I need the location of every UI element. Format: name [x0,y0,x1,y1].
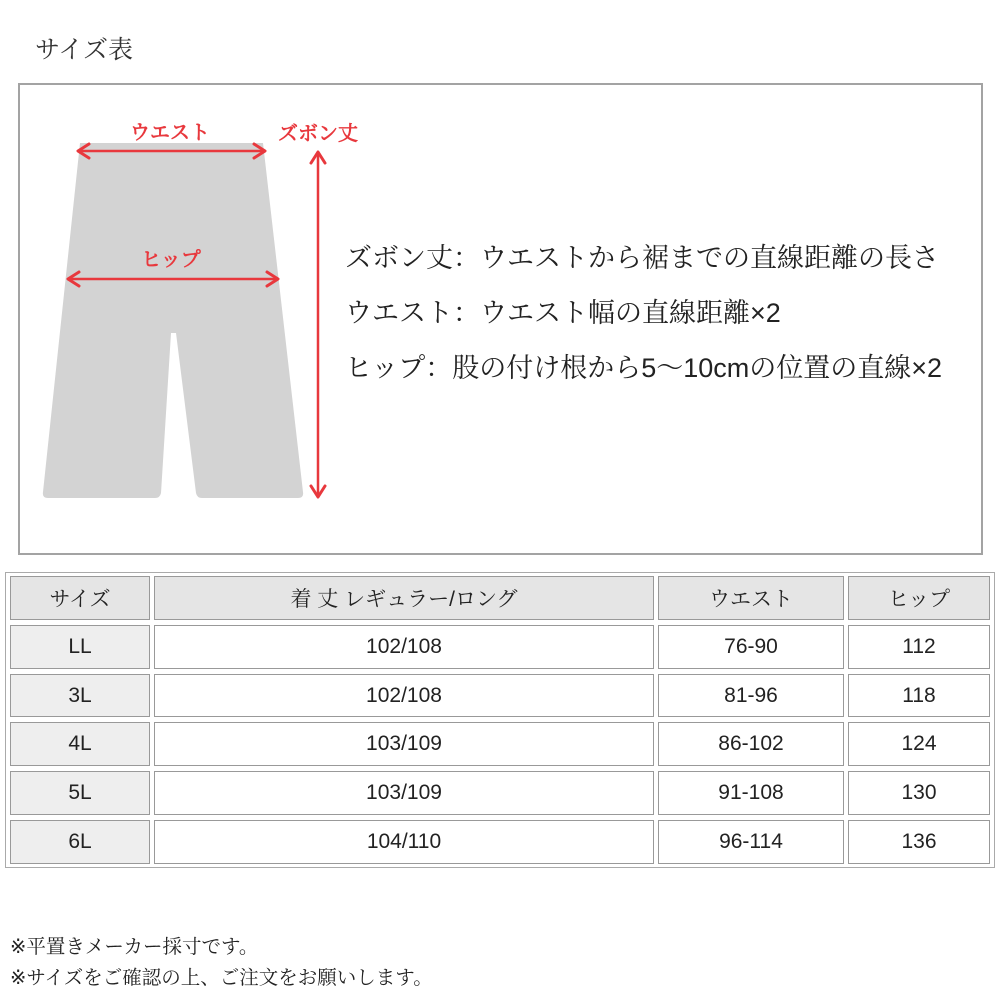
table-cell-waist: 81-96 [658,674,844,718]
length-arrow [311,152,325,497]
table-cell-length: 103/109 [154,771,654,815]
page-title: サイズ表 [35,36,134,64]
table-cell-size: LL [10,625,150,669]
size-table [5,572,995,868]
footnotes [10,932,433,994]
table-cell-size: 3L [10,674,150,718]
table-cell-length: 102/108 [154,625,654,669]
table-cell-hip: 136 [848,820,990,864]
table-cell-length: 102/108 [154,674,654,718]
table-header-length: 着 丈 レギュラー/ロング [154,576,654,620]
waist-label: ウエスト [130,120,210,144]
table-cell-waist: 76-90 [658,625,844,669]
table-cell-hip: 124 [848,722,990,766]
table-cell-length: 104/110 [154,820,654,864]
table-cell-size: 6L [10,820,150,864]
table-cell-hip: 112 [848,625,990,669]
table-cell-waist: 86-102 [658,722,844,766]
table-cell-size: 5L [10,771,150,815]
definition-length: ズボン丈：ウエストから裾までの直線距離の長さ [345,243,939,273]
table-cell-length: 103/109 [154,722,654,766]
table-cell-waist: 91-108 [658,771,844,815]
length-label: ズボン丈 [278,121,358,145]
table-cell-hip: 130 [848,771,990,815]
table-cell-hip: 118 [848,674,990,718]
table-cell-size: 4L [10,722,150,766]
footnote-measurement: ※平置きメーカー採寸です。 [10,936,259,958]
definition-waist: ウエスト：ウエスト幅の直線距離×2 [345,298,781,328]
pants-silhouette [43,143,303,498]
table-header-waist: ウエスト [658,576,844,620]
measurement-diagram-panel [18,83,983,555]
table-header-hip: ヒップ [848,576,990,620]
hip-label: ヒップ [141,247,201,271]
footnote-order: ※サイズをご確認の上、ご注文をお願いします。 [10,967,433,989]
table-cell-waist: 96-114 [658,820,844,864]
definition-hip: ヒップ：股の付け根から5〜10cmの位置の直線×2 [345,353,943,383]
table-header-size: サイズ [10,576,150,620]
